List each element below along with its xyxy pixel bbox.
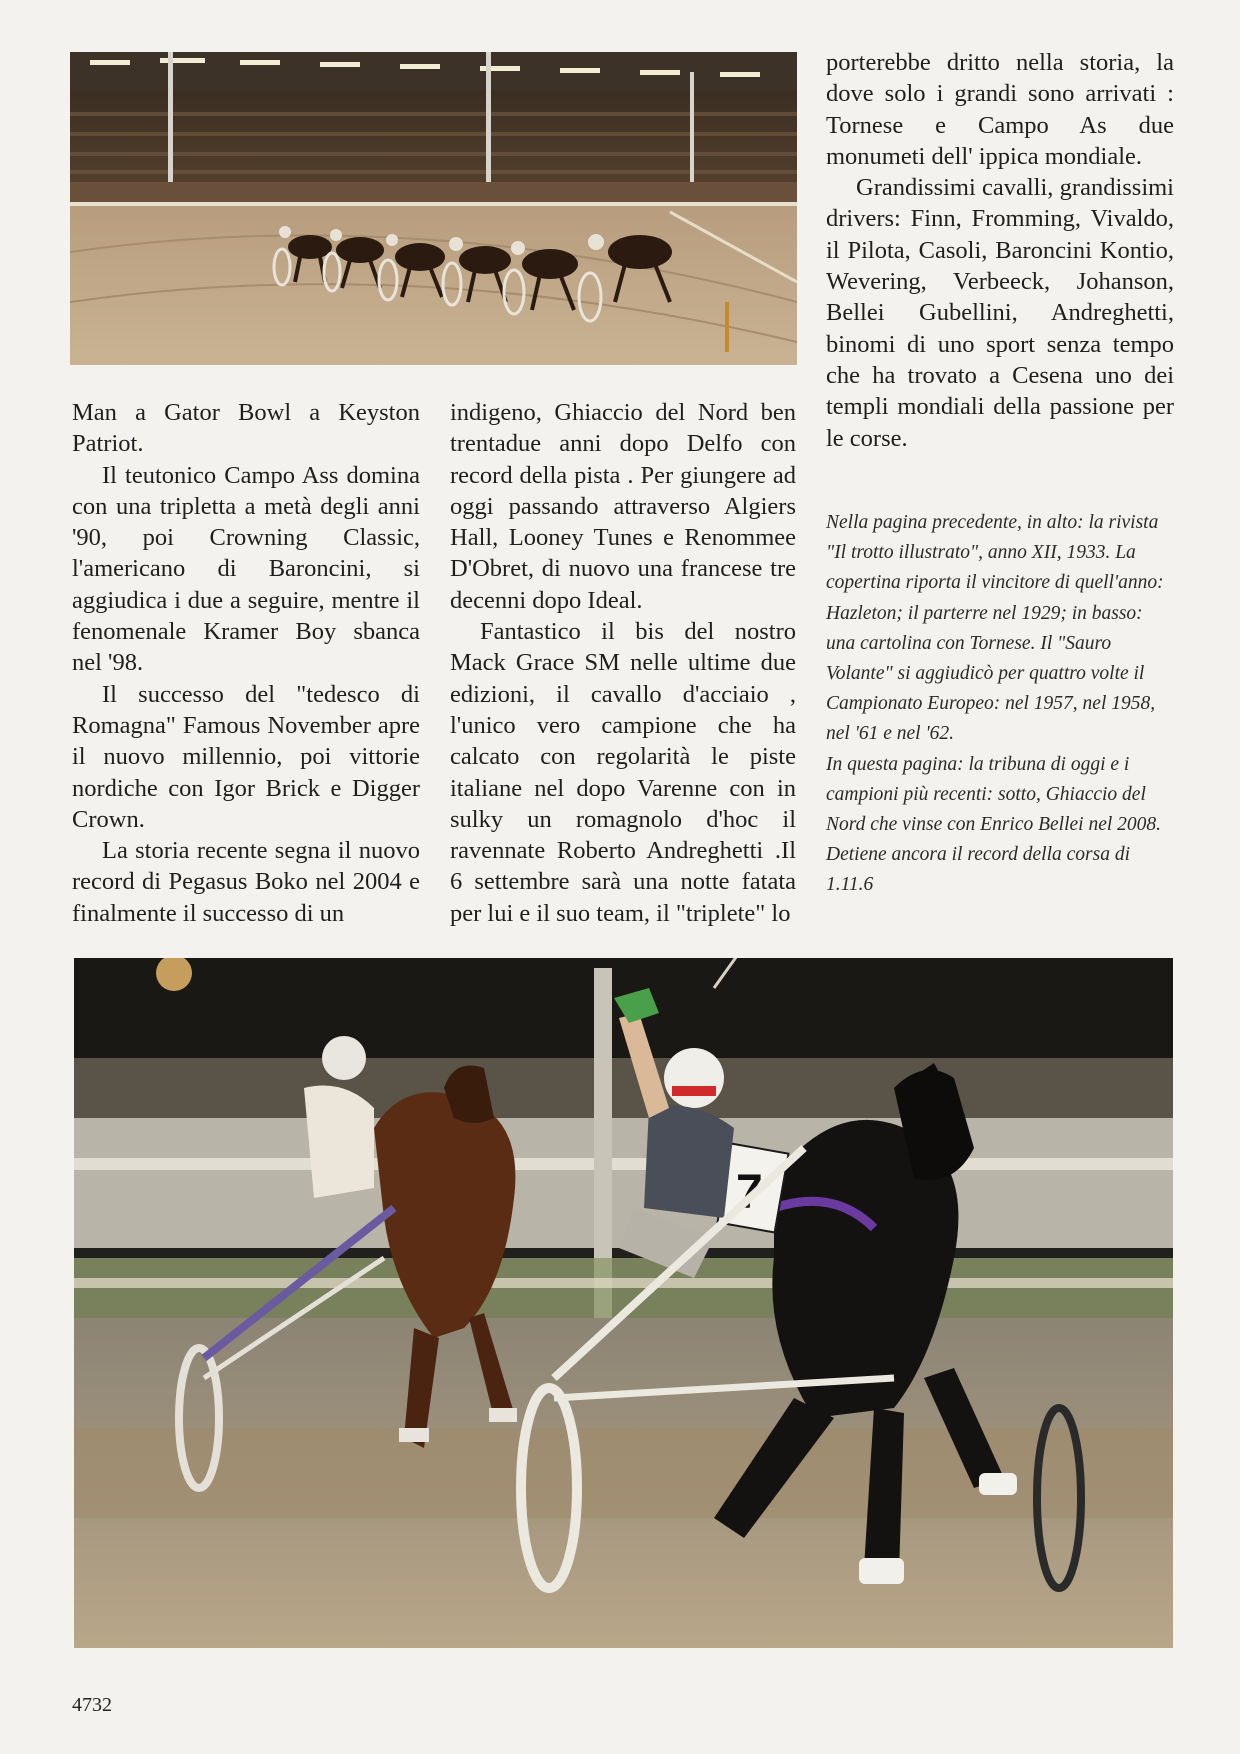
article-paragraph: indigeno, Ghiaccio del Nord ben trentadue anni dopo Delfo con record della pista . Per giungere ad oggi passando attraverso Algiers Hall, Looney Tunes e Renommee D'Obret, di nuovo una francese tre decenni dopo Ideal. xyxy=(450,399,796,614)
article-paragraph: Man a Gator Bowl a Keyston Patriot. xyxy=(72,399,420,458)
article-paragraph: Il teutonico Campo Ass domina con una tripletta a metà degli anni '90, poi Crowning Classic, l'americano di Baroncini, si aggiudica i due a seguire, mentre il fenomenale Kramer Boy sbanca nel '98. xyxy=(72,461,420,677)
caption-this-page: In questa pagina: la tribuna di oggi e i campioni più recenti: sotto, Ghiaccio del Nord che vinse con Enrico Bellei nel 2008. Detiene ancora il record della corsa di 1.11.6 xyxy=(826,753,1162,896)
article-paragraph: Fantastico il bis del nostro Mack Grace SM nelle ultime due edizioni, il cavallo d'acciaio , l'unico vero campione che ha calcato con regolarità le piste italiane nel dopo Varenne con in sulky un romagnolo d'hoc il ravennate Roberto Andreghetti .Il 6 settembre sarà una notte fatata per lui e il suo team, il "triplete" lo xyxy=(450,618,796,927)
saddle-number: 7 xyxy=(736,1166,763,1219)
winner-celebration-photo xyxy=(74,958,1173,1648)
article-paragraph: Grandissimi cavalli, grandissimi drivers: Finn, Fromming, Vivaldo, il Pilota, Casoli, Baroncini Kontio, Wevering, Verbeeck, Johanson, Bellei Gubellini, Andreghetti, binomi di uno sport senza tempo che ha trovato a Cesena uno dei templi mondiali della passione per le corse. xyxy=(826,174,1174,452)
grandstand-race-photo xyxy=(70,52,797,365)
article-column-1 xyxy=(72,397,420,929)
article-paragraph: porterebbe dritto nella storia, la dove solo i grandi sono arrivati : Tornese e Campo As due monumeti dell' ippica mondiale. xyxy=(826,49,1174,170)
article-paragraph: La storia recente segna il nuovo record di Pegasus Boko nel 2004 e finalmente il successo di un xyxy=(72,837,420,927)
caption-previous-page: Nella pagina precedente, in alto: la rivista "Il trotto illustrato", anno XII, 1933. La copertina riporta il vincitore di quell'anno: Hazleton; il parterre nel 1929; in basso: una cartolina con Tornese. Il "Sauro Volante" si aggiudicò per quattro volte il Campionato Europeo: nel 1957, nel 1958, nel '61 e nel '62. xyxy=(826,512,1164,745)
article-column-3 xyxy=(826,47,1174,454)
article-column-2 xyxy=(450,397,796,929)
photo-caption xyxy=(826,508,1174,901)
article-paragraph: Il successo del "tedesco di Romagna" Famous November apre il nuovo millennio, poi vittorie nordiche con Igor Brick e Digger Crown. xyxy=(72,680,420,833)
page-number: 4732 xyxy=(72,1694,112,1716)
